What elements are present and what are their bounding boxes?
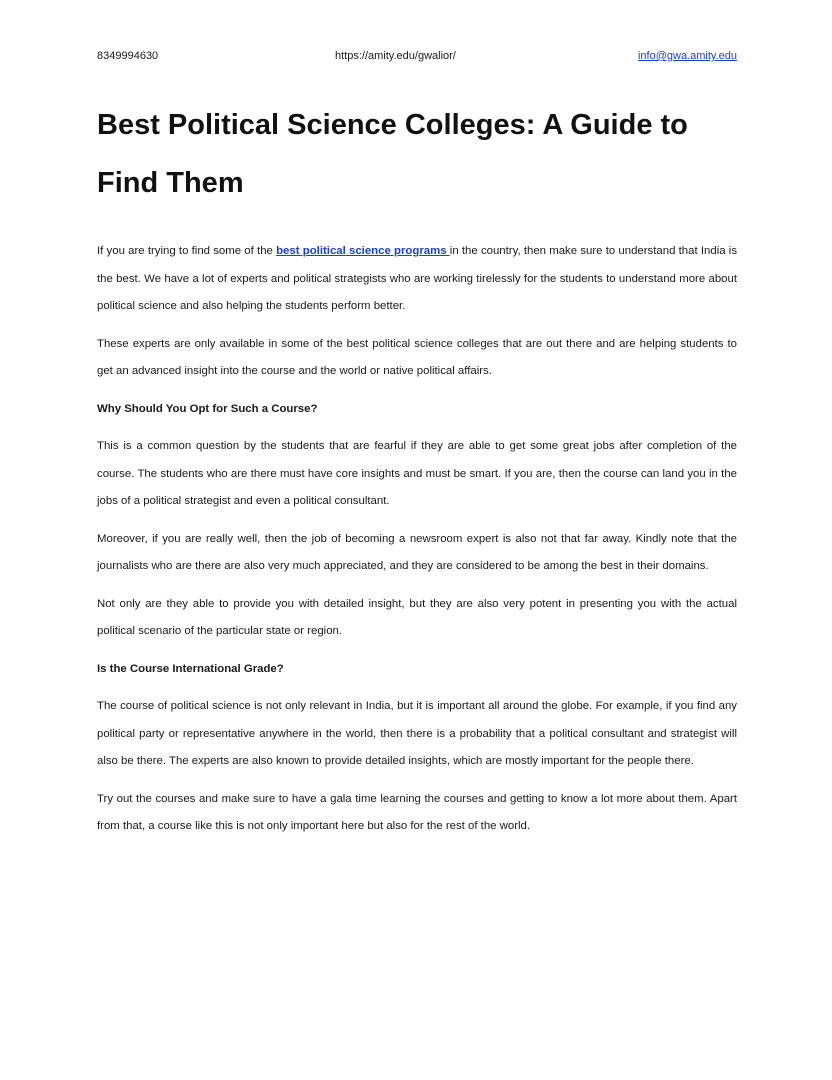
page-title: Best Political Science Colleges: A Guide to Find Them xyxy=(97,109,688,199)
article-body xyxy=(97,238,737,851)
programs-link[interactable]: best political science programs xyxy=(276,245,450,257)
heading-why-opt: Why Should You Opt for Such a Course? xyxy=(97,402,318,415)
paragraph-global: The course of political science is not only relevant in India, but it is important all around the globe. For example, if you find any political party or representative anywhere in the world, then there is a probability that a political consultant and strategist will also be there. The experts are also known to provide detailed insights, which are mostly important for the people there. xyxy=(97,700,737,767)
intro-text-after: in the country, then make sure to understand that India is the best. We have a lot of experts and political strategists who are working tirelessly for the students to understand more about political science and also helping the students perform better. xyxy=(97,245,738,312)
paragraph-experts: These experts are only available in some of the best political science colleges that are out there and are helping students to get an advanced insight into the course and the world or native political affairs. xyxy=(97,337,737,377)
paragraph-newsroom: Moreover, if you are really well, then the job of becoming a newsroom expert is also not that far away. Kindly note that the journalists who are there are also very much appreciated, and they are considered to be among the best in their domains. xyxy=(97,532,737,572)
intro-text-before: If you are trying to find some of the xyxy=(97,245,277,257)
paragraph-intro xyxy=(97,238,737,321)
header-phone: 8349994630 xyxy=(97,50,159,62)
paragraph-conclusion: Try out the courses and make sure to have a gala time learning the courses and getting to know a lot more about them. Apart from that, a course like this is not only important here but also for the rest of the world. xyxy=(97,792,737,832)
header-email-link[interactable]: info@gwa.amity.edu xyxy=(637,50,737,62)
page-header xyxy=(97,50,737,68)
header-website: https://amity.edu/gwalior/ xyxy=(335,50,456,62)
heading-international: Is the Course International Grade? xyxy=(97,662,284,675)
paragraph-common-question: This is a common question by the students that are fearful if they are able to get some great jobs after completion of the course. The students who are there must have core insights and must be smart. If you are, then the course can land you in the jobs of a political strategist and even a political consultant. xyxy=(97,440,737,507)
paragraph-insight: Not only are they able to provide you with detailed insight, but they are also very potent in presenting you with the actual political scenario of the particular state or region. xyxy=(97,597,737,637)
